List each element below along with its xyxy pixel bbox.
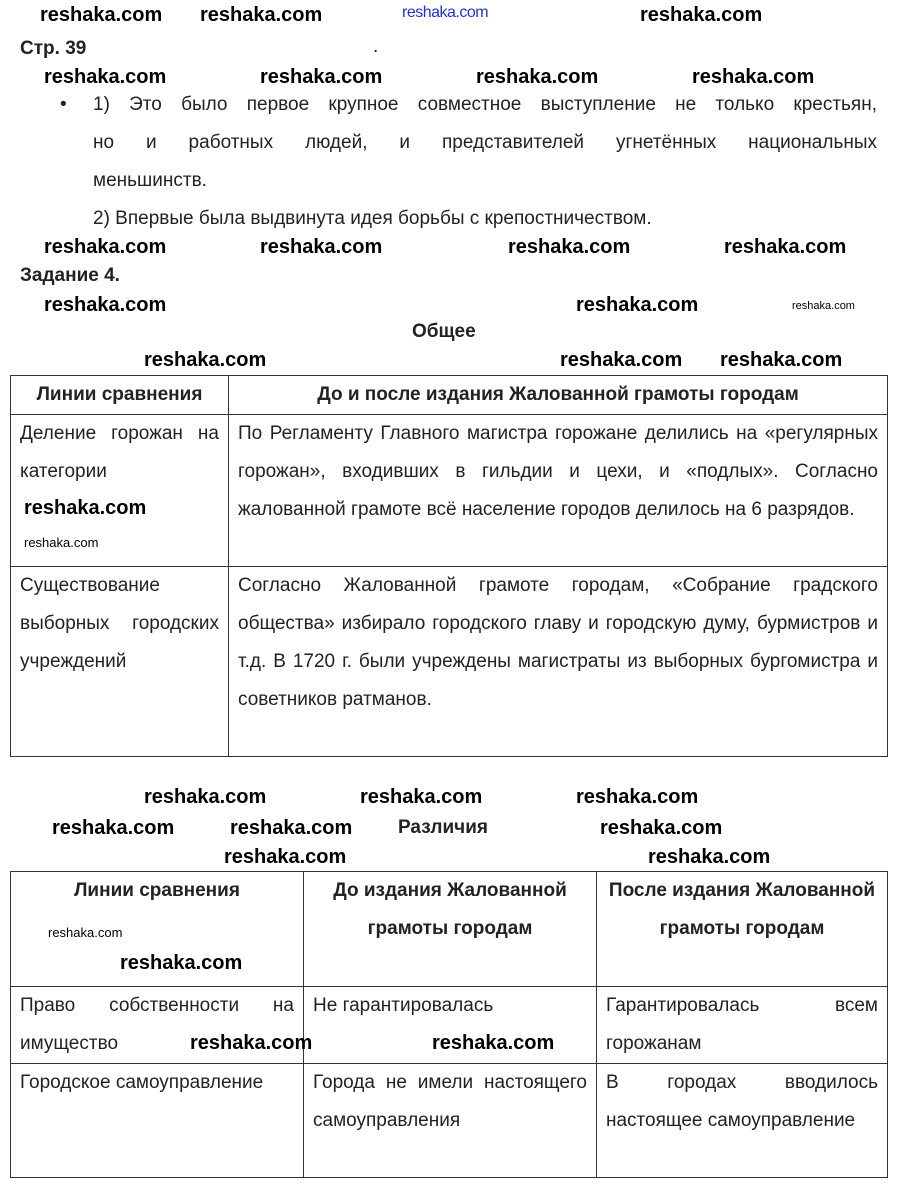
answer-line-3: меньшинств. <box>93 170 207 191</box>
watermark: reshaka.com <box>224 846 347 868</box>
table-cell: По Регламенту Главного магистра горожане делились на «регулярных горожан», входивших в гильдии и цехи, и «подлых». Согласно жалованной грамоте всё население городов делилось на 6 разрядов. <box>229 415 888 567</box>
watermark: reshaka.com <box>52 817 175 839</box>
watermark: reshaka.com <box>560 349 683 371</box>
watermark: reshaka.com <box>576 786 699 808</box>
table-row <box>11 415 888 567</box>
watermark: reshaka.com <box>260 236 383 258</box>
watermark: reshaka.com <box>640 4 763 26</box>
watermark: reshaka.com <box>44 66 167 88</box>
stray-dot: . <box>373 36 379 57</box>
watermark: reshaka.com <box>120 952 243 974</box>
page-label: Стр. 39 <box>20 38 87 59</box>
table-cell: Городское самоуправление <box>11 1064 304 1178</box>
task-title: Задание 4. <box>20 265 120 286</box>
table-cell: Существование выборных городских учреждений <box>11 567 229 757</box>
table-cell: Деление горожан на категории <box>11 415 229 567</box>
header-cell: Линии сравнения <box>11 376 229 415</box>
differences-table-title: Различия <box>398 817 488 838</box>
watermark: reshaka.com <box>792 300 855 312</box>
table-cell: Согласно Жалованной грамоте городам, «Собрание градского общества» избирало городского главу и городскую думу, бурмистров и т.д. В 1720 г. были учреждены магистраты из выборных бургомистра и советников ратманов. <box>229 567 888 757</box>
differences-table <box>10 871 888 1178</box>
watermark: reshaka.com <box>600 817 723 839</box>
common-table <box>10 375 888 757</box>
watermark: reshaka.com <box>576 294 699 316</box>
watermark: reshaka.com <box>476 66 599 88</box>
header-cell: До издания Жалованной грамоты городам <box>304 872 597 987</box>
watermark: reshaka.com <box>48 925 123 940</box>
answer-line-4: 2) Впервые была выдвинута идея борьбы с крепостничеством. <box>93 208 652 229</box>
table-cell: Города не имели настоящего самоуправления <box>304 1064 597 1178</box>
watermark: reshaka.com <box>144 349 267 371</box>
watermark: reshaka.com <box>24 535 99 550</box>
table-cell: Не гарантировалась <box>304 987 597 1064</box>
watermark: reshaka.com <box>44 294 167 316</box>
header-cell: Линии сравнения <box>11 872 304 987</box>
watermark: reshaka.com <box>260 66 383 88</box>
watermark: reshaka.com <box>200 4 323 26</box>
watermark: reshaka.com <box>648 846 771 868</box>
watermark: reshaka.com <box>692 66 815 88</box>
watermark: reshaka.com <box>720 349 843 371</box>
bullet: • <box>60 94 67 115</box>
answer-line-1: 1) Это было первое крупное совместное выступление не только крестьян, <box>93 94 877 115</box>
common-table-title: Общее <box>412 321 476 342</box>
header-cell: После издания Жалованной грамоты городам <box>597 872 888 987</box>
watermark: reshaka.com <box>724 236 847 258</box>
watermark: reshaka.com <box>44 236 167 258</box>
watermark: reshaka.com <box>40 4 163 26</box>
table-row <box>11 1064 888 1178</box>
watermark: reshaka.com <box>432 1032 555 1054</box>
site-watermark-header[interactable]: reshaka.com <box>402 4 489 21</box>
table-header-row <box>11 376 888 415</box>
table-row <box>11 567 888 757</box>
table-cell: Право собственности на имущество <box>11 987 304 1064</box>
watermark: reshaka.com <box>360 786 483 808</box>
watermark: reshaka.com <box>144 786 267 808</box>
table-cell: Гарантировалась всем горожанам <box>597 987 888 1064</box>
watermark: reshaka.com <box>230 817 353 839</box>
watermark: reshaka.com <box>24 497 147 519</box>
watermark: reshaka.com <box>190 1032 313 1054</box>
header-cell: До и после издания Жалованной грамоты городам <box>229 376 888 415</box>
watermark: reshaka.com <box>508 236 631 258</box>
table-cell: В городах вводилось настоящее самоуправление <box>597 1064 888 1178</box>
answer-line-2: но и работных людей, и представителей угнетённых национальных <box>93 132 877 153</box>
